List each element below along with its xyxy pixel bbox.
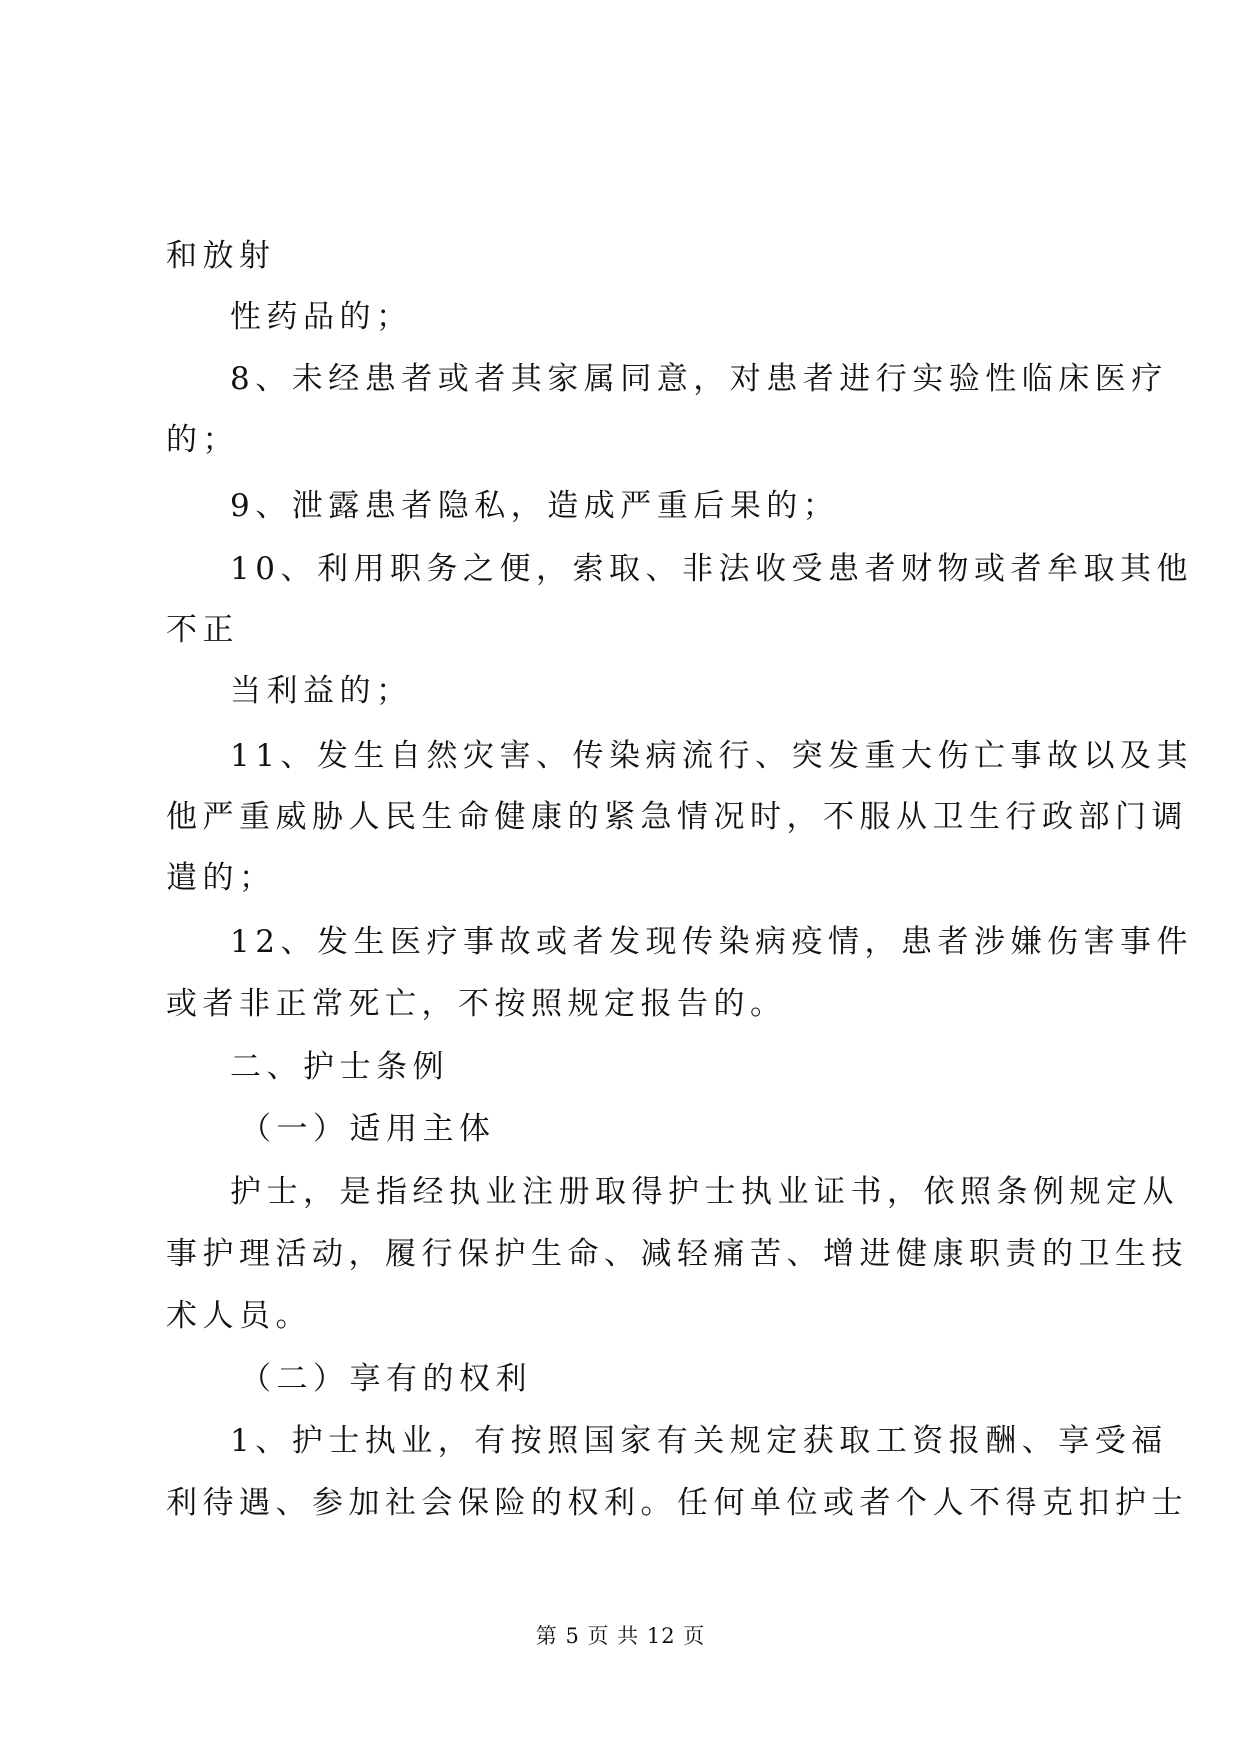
page-number-footer: 第 5 页 共 12 页 [535, 1624, 706, 1648]
subsection-heading: （二）享有的权利 [240, 1361, 532, 1397]
body-text-line: 护士，是指经执业注册取得护士执业证书，依照条例规定从 [230, 1174, 1179, 1210]
list-item-10-line: 10、利用职务之便，索取、非法收受患者财物或者牟取其他 [230, 551, 1193, 587]
list-item-1-continuation: 利待遇、参加社会保险的权利。任何单位或者个人不得克扣护士 [166, 1485, 1188, 1521]
list-item-10-continuation: 当利益的； [230, 673, 413, 709]
list-item-1-line: 1、护士执业，有按照国家有关规定获取工资报酬、享受福 [230, 1423, 1168, 1459]
list-item-8-line: 8、未经患者或者其家属同意，对患者进行实验性临床医疗 [230, 361, 1168, 397]
list-item-11-line: 11、发生自然灾害、传染病流行、突发重大伤亡事故以及其 [230, 738, 1193, 774]
body-text-line: 事护理活动，履行保护生命、减轻痛苦、增进健康职责的卫生技 [166, 1236, 1188, 1272]
body-text-line: 性药品的； [230, 299, 413, 335]
list-item-8-continuation: 的； [166, 422, 239, 458]
list-item-12-line: 12、发生医疗事故或者发现传染病疫情，患者涉嫌伤害事件 [230, 924, 1193, 960]
subsection-heading: （一）适用主体 [240, 1111, 496, 1147]
body-text-line: 和放射 [166, 238, 276, 274]
list-item-12-continuation: 或者非正常死亡，不按照规定报告的。 [166, 986, 787, 1022]
list-item-11-continuation: 遣的； [166, 860, 276, 896]
body-text-line: 术人员。 [166, 1298, 312, 1334]
list-item-10-continuation: 不正 [166, 612, 239, 648]
list-item-11-continuation: 他严重威胁人民生命健康的紧急情况时，不服从卫生行政部门调 [166, 799, 1188, 835]
list-item-9-line: 9、泄露患者隐私，造成严重后果的； [230, 488, 840, 524]
section-heading: 二、护士条例 [230, 1049, 449, 1085]
